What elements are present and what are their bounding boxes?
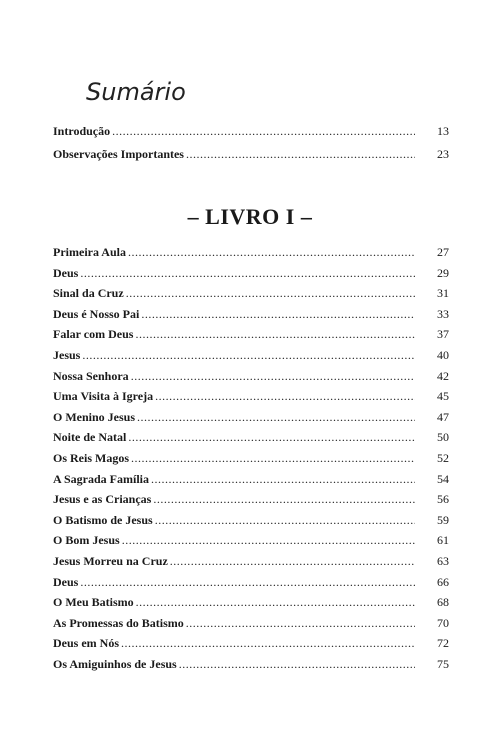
toc-entry-page: 54 — [437, 471, 449, 486]
toc-entry — [53, 266, 449, 287]
dot-leader — [151, 472, 415, 487]
toc-entry — [53, 616, 449, 637]
toc-entry-label: O Menino Jesus — [53, 409, 136, 424]
toc-entry-page: 42 — [437, 368, 449, 383]
toc-entry-page: 45 — [437, 389, 449, 404]
toc-entry-label: A Sagrada Família — [53, 471, 150, 486]
toc-entry-page: 68 — [437, 595, 449, 610]
toc-entry — [53, 348, 449, 369]
toc-entry-label: Os Reis Magos — [53, 450, 129, 465]
dot-leader — [131, 369, 415, 384]
toc-entry-page: 37 — [437, 327, 449, 342]
toc-entry-label: Primeira Aula — [53, 245, 126, 259]
toc-entry — [53, 147, 449, 170]
toc-entry — [53, 575, 449, 596]
toc-entry — [53, 513, 449, 534]
toc-entry-label: Deus é Nosso Pai — [53, 306, 140, 321]
toc-entry-label: Jesus e as Crianças — [53, 492, 152, 507]
toc-entry — [53, 657, 449, 678]
page-title: Sumário — [86, 78, 186, 107]
dot-leader — [136, 595, 415, 610]
toc-entry — [53, 410, 449, 431]
dot-leader — [170, 554, 415, 569]
toc-entry-page: 75 — [437, 656, 449, 671]
toc-entry-page: 70 — [437, 615, 449, 630]
toc-entry-page: 56 — [437, 492, 449, 507]
toc-entry-page: 13 — [437, 124, 449, 138]
toc-entry — [53, 492, 449, 513]
toc-entry — [53, 307, 449, 328]
dot-leader — [122, 533, 415, 548]
dot-leader — [137, 410, 415, 425]
toc-entry — [53, 430, 449, 451]
toc-entry — [53, 472, 449, 493]
toc-entry — [53, 554, 449, 575]
dot-leader — [121, 636, 415, 651]
toc-entry — [53, 533, 449, 554]
dot-leader — [179, 657, 415, 672]
toc-entry-page: 27 — [437, 245, 449, 259]
dot-leader — [80, 266, 415, 281]
dot-leader — [126, 286, 415, 301]
dot-leader — [155, 389, 415, 404]
dot-leader — [128, 430, 415, 445]
dot-leader — [128, 245, 415, 260]
dot-leader — [82, 348, 415, 363]
toc-entry-label: Falar com Deus — [53, 327, 134, 342]
toc-intro-list — [53, 124, 449, 170]
toc-entry-label: Sinal da Cruz — [53, 286, 124, 301]
toc-entry-label: Jesus — [53, 347, 81, 362]
toc-entry-label: Deus — [53, 574, 79, 589]
toc-entry — [53, 595, 449, 616]
toc-entry-page: 59 — [437, 512, 449, 527]
dot-leader — [186, 616, 415, 631]
toc-entry-page: 63 — [437, 553, 449, 568]
toc-entry-label: Nossa Senhora — [53, 368, 129, 383]
toc-entry — [53, 389, 449, 410]
dot-leader — [186, 147, 415, 162]
toc-entry-label: Os Amiguinhos de Jesus — [53, 656, 177, 671]
toc-entry-label: Jesus Morreu na Cruz — [53, 553, 168, 568]
toc-entry-page: 23 — [437, 147, 449, 161]
toc-entry-label: Uma Visita à Igreja — [53, 389, 154, 404]
dot-leader — [141, 307, 415, 322]
toc-entry — [53, 124, 449, 147]
toc-entry-page: 52 — [437, 450, 449, 465]
toc-entry-label: Deus — [53, 265, 79, 280]
toc-entry-page: 66 — [437, 574, 449, 589]
toc-entry-label: Introdução — [53, 124, 111, 138]
toc-entry-label: Observações Importantes — [53, 147, 184, 161]
dot-leader — [153, 492, 415, 507]
toc-entry-page: 61 — [437, 533, 449, 548]
toc-entry-label: O Bom Jesus — [53, 533, 120, 548]
toc-entry-label: O Meu Batismo — [53, 595, 134, 610]
toc-entry-page: 29 — [437, 265, 449, 280]
toc-entry-page: 47 — [437, 409, 449, 424]
dot-leader — [131, 451, 415, 466]
toc-entry — [53, 286, 449, 307]
toc-entry — [53, 636, 449, 657]
dot-leader — [155, 513, 415, 528]
toc-entry-page: 31 — [437, 286, 449, 301]
dot-leader — [112, 124, 415, 139]
toc-entry-label: Deus em Nós — [53, 636, 119, 651]
toc-entry-page: 72 — [437, 636, 449, 651]
section-heading: – LIVRO I – — [187, 204, 313, 229]
toc-entry-label: Noite de Natal — [53, 430, 127, 445]
toc-entry-page: 50 — [437, 430, 449, 445]
toc-entry — [53, 451, 449, 472]
dot-leader — [135, 327, 415, 342]
toc-entry-label: O Batismo de Jesus — [53, 512, 153, 527]
toc-entry — [53, 327, 449, 348]
toc-entry-label: As Promessas do Batismo — [53, 615, 184, 630]
toc-entry — [53, 245, 449, 266]
toc-entry-page: 33 — [437, 306, 449, 321]
toc-entry-page: 40 — [437, 347, 449, 362]
toc-entry — [53, 369, 449, 390]
toc-livro-list — [53, 245, 449, 677]
dot-leader — [80, 575, 415, 590]
